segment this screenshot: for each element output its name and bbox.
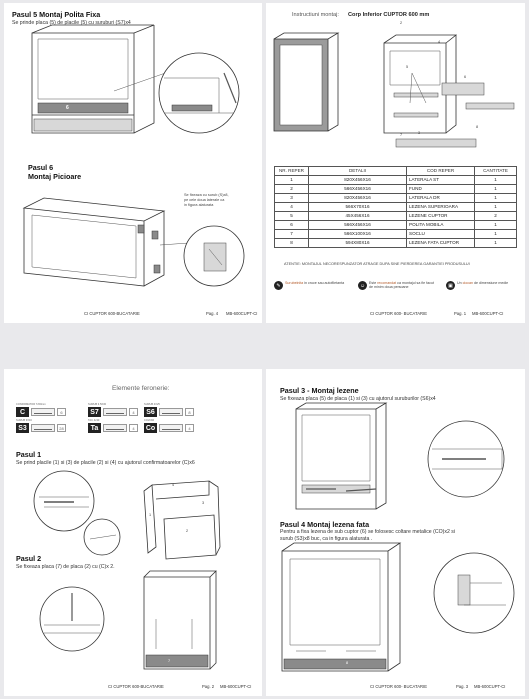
col-detalii: DETALII <box>309 167 407 176</box>
hardware-qty: 6 <box>57 408 66 416</box>
cell-cod: POLITA MOBILA <box>407 221 475 230</box>
step6-note-2: pe cele doua laterale ca <box>184 198 225 202</box>
callout-5: 5 <box>406 65 409 69</box>
hardware-caption: CONFIRMATOR 7x50mm <box>16 403 46 406</box>
cell-detalii: 566X70X16 <box>309 203 407 212</box>
cell-detalii: 566X456X16 <box>309 185 407 194</box>
footer-page: Pag. 1 <box>454 311 467 316</box>
step3-text: Se fixeaza placa (5) de placa (1) si (3) cu ajutorul suruburilor (S6)x4 <box>280 396 436 402</box>
table-row <box>275 185 517 194</box>
callout-8: 8 <box>476 125 479 129</box>
cell-cod: LATERALA DR <box>407 194 475 203</box>
step2-title: Pasul 2 <box>16 554 42 563</box>
cell-nr: 5 <box>275 212 309 221</box>
step6-title-2: Montaj Picioare <box>28 172 82 181</box>
hardware-caption: COLTAR <box>144 419 155 422</box>
callout-2: 2 <box>400 21 403 25</box>
cell-cod: SOCLU <box>407 230 475 239</box>
callout-3: 3 <box>418 131 421 135</box>
cell-cantitate: 1 <box>475 203 517 212</box>
screwdriver-icon: ✎ <box>274 281 283 290</box>
table-row <box>275 230 517 239</box>
cell-detalii: 820X456X16 <box>309 194 407 203</box>
tip-people-text: ca montajul sa fie facut de minim doua persoane <box>369 281 434 290</box>
warning-text: ATENTIE: MONTAJUL NECORESPUNZATOR ATRAGE DUPA SINE PIERDEREA GARANTIEI PRODUSULUI <box>284 262 470 266</box>
callout-3: 3 <box>202 501 205 505</box>
footer-title: CI CUPTOR 600- BUCATARIE <box>370 684 428 689</box>
hardware-qty: 4 <box>129 424 138 432</box>
step5-text: Se prinde placa (5) de placile (5) cu suruburi (S7)x4 <box>12 20 131 26</box>
header-prefix: Instructiuni montaj: <box>292 12 339 18</box>
step5-title: Pasul 5 Montaj Polita Fixa <box>12 10 101 19</box>
step6-note-1: Se fixeaza cu surub (S)x8, <box>184 193 229 197</box>
footer-title: CI CUPTOR 600-BUCATARIE <box>84 311 140 316</box>
cell-cod: LEZENE CUPTOR <box>407 212 475 221</box>
table-row <box>275 176 517 185</box>
step1-text: Se prind placile (1) si (3) de placile (2) si (4) cu ajutorul confirmatoarelor (C)x6 <box>16 460 195 466</box>
table-row <box>275 212 517 221</box>
cell-cantitate: 1 <box>475 221 517 230</box>
instruction-page-1 <box>266 3 525 323</box>
cell-cod: LEZENA FATA CUPTOR <box>407 239 475 248</box>
cell-detalii: 594X80X16 <box>309 239 407 248</box>
tip-hammer-a: Un <box>457 281 463 285</box>
header-title: Corp Inferior CUPTOR 600 mm <box>348 12 430 18</box>
cell-nr: 8 <box>275 239 309 248</box>
cell-cod: LEZENA SUPERIOARA <box>407 203 475 212</box>
tip-two-people <box>358 281 438 290</box>
footer-title: CI CUPTOR 600- BUCATARIE <box>370 311 428 316</box>
tip-hammer-text: de dimensiune medie <box>472 281 509 285</box>
callout-8: 8 <box>346 661 349 665</box>
tip-screwdriver-text: in cruce sau autofiletanta <box>303 281 345 285</box>
table-row <box>275 194 517 203</box>
hardware-code: S3 <box>16 423 29 433</box>
step6-title-1: Pasul 6 <box>28 163 54 172</box>
step6-note-3: in figura alaturata <box>184 203 214 207</box>
tip-people-bold: recomandat <box>377 281 397 285</box>
box-icon: ▣ <box>446 281 455 290</box>
table-row <box>275 203 517 212</box>
col-nr-reper: NR. REPER <box>275 167 309 176</box>
footer-page: Pag. 2 <box>202 684 215 689</box>
col-cod-reper: COD REPER <box>407 167 475 176</box>
hardware-code: S6 <box>144 407 157 417</box>
callout-2: 2 <box>186 529 189 533</box>
elements-title: Elemente feronerie: <box>112 385 170 392</box>
col-cantitate: CANTITATE <box>475 167 517 176</box>
hardware-code: C <box>16 407 29 417</box>
instruction-page-4 <box>4 3 262 323</box>
hardware-caption: TAC 4x30 <box>88 419 100 422</box>
cell-cantitate: 1 <box>475 194 517 203</box>
step4-diagram <box>266 369 525 696</box>
cell-detalii: 820X456X16 <box>309 176 407 185</box>
parts-table <box>274 166 517 248</box>
cell-detalii: 566X456X16 <box>309 221 407 230</box>
hardware-qty: 28 <box>57 424 66 432</box>
cell-nr: 3 <box>275 194 309 203</box>
footer-code: MB-600CUPT-CI <box>220 684 252 689</box>
step4-title: Pasul 4 Montaj lezena fata <box>280 520 370 529</box>
footer-code: MB-600CUPT-CI <box>474 684 506 689</box>
cell-detalii: 566X100X16 <box>309 230 407 239</box>
step4-text-1: Pentru a fixa lezena de sub cuptor (6) se folosesc coltare metalice (CO)x2 si <box>280 529 456 535</box>
instruction-page-3 <box>266 369 525 696</box>
footer-code: MB-600CUPT-CI <box>472 311 504 316</box>
tip-hammer <box>446 281 520 290</box>
cell-nr: 6 <box>275 221 309 230</box>
step4-text-2: surub (S3)x8 buc, ca in figura alaturata . <box>280 536 373 542</box>
hardware-qty: 8 <box>185 408 194 416</box>
instruction-page-2 <box>4 369 262 696</box>
footer-page: Pag. 4 <box>206 311 219 316</box>
callout-1: 1 <box>149 513 152 517</box>
tip-screwdriver-bold: Surubelnita <box>285 281 304 285</box>
step2-diagram <box>4 369 262 696</box>
footer-code: MB-600CUPT-CI <box>226 311 258 316</box>
callout-6: 6 <box>464 75 467 79</box>
cell-cantitate: 1 <box>475 230 517 239</box>
step1-title: Pasul 1 <box>16 450 42 459</box>
cell-nr: 1 <box>275 176 309 185</box>
hardware-caption: SURUB 4X25 <box>144 403 160 406</box>
tip-hammer-bold: ciocan <box>462 281 473 285</box>
people-icon: ☺ <box>359 282 366 289</box>
callout-7: 7 <box>168 659 171 663</box>
table-row <box>275 239 517 248</box>
step6-diagram <box>4 3 262 323</box>
parts-table-header <box>275 167 517 176</box>
footer-page: Pag. 3 <box>456 684 469 689</box>
hardware-qty: 4 <box>185 424 194 432</box>
hardware-code: S7 <box>88 407 101 417</box>
callout-4: 4 <box>438 40 441 44</box>
cell-cantitate: 1 <box>475 239 517 248</box>
hardware-code: Co <box>145 424 156 432</box>
table-row <box>275 221 517 230</box>
cell-cantitate: 1 <box>475 185 517 194</box>
cell-nr: 2 <box>275 185 309 194</box>
footer-title: CI CUPTOR 600-BUCATARIE <box>108 684 164 689</box>
step3-title: Pasul 3 - Montaj lezene <box>280 386 359 395</box>
cell-cod: LATERALA ST <box>407 176 475 185</box>
callout-4: 4 <box>172 483 175 487</box>
cell-cod: FUND <box>407 185 475 194</box>
cell-cantitate: 2 <box>475 212 517 221</box>
cell-nr: 7 <box>275 230 309 239</box>
hardware-caption: SURUB 3X16 <box>16 419 32 422</box>
hardware-caption: SURUB 3.5X30 <box>88 403 107 406</box>
hardware-code: Ta <box>88 423 101 433</box>
parts-exploded-diagram <box>266 3 525 323</box>
tip-screwdriver <box>274 281 350 290</box>
callout-6: 6 <box>66 105 69 111</box>
tip-people-a: Este <box>369 281 378 285</box>
callout-7: 7 <box>400 133 403 137</box>
step2-text: Se fixeaza placa (7) de placa (2) cu (C)x 2. <box>16 564 115 570</box>
cell-nr: 4 <box>275 203 309 212</box>
cell-cantitate: 1 <box>475 176 517 185</box>
cell-detalii: 45X456X16 <box>309 212 407 221</box>
hardware-qty: 4 <box>129 408 138 416</box>
